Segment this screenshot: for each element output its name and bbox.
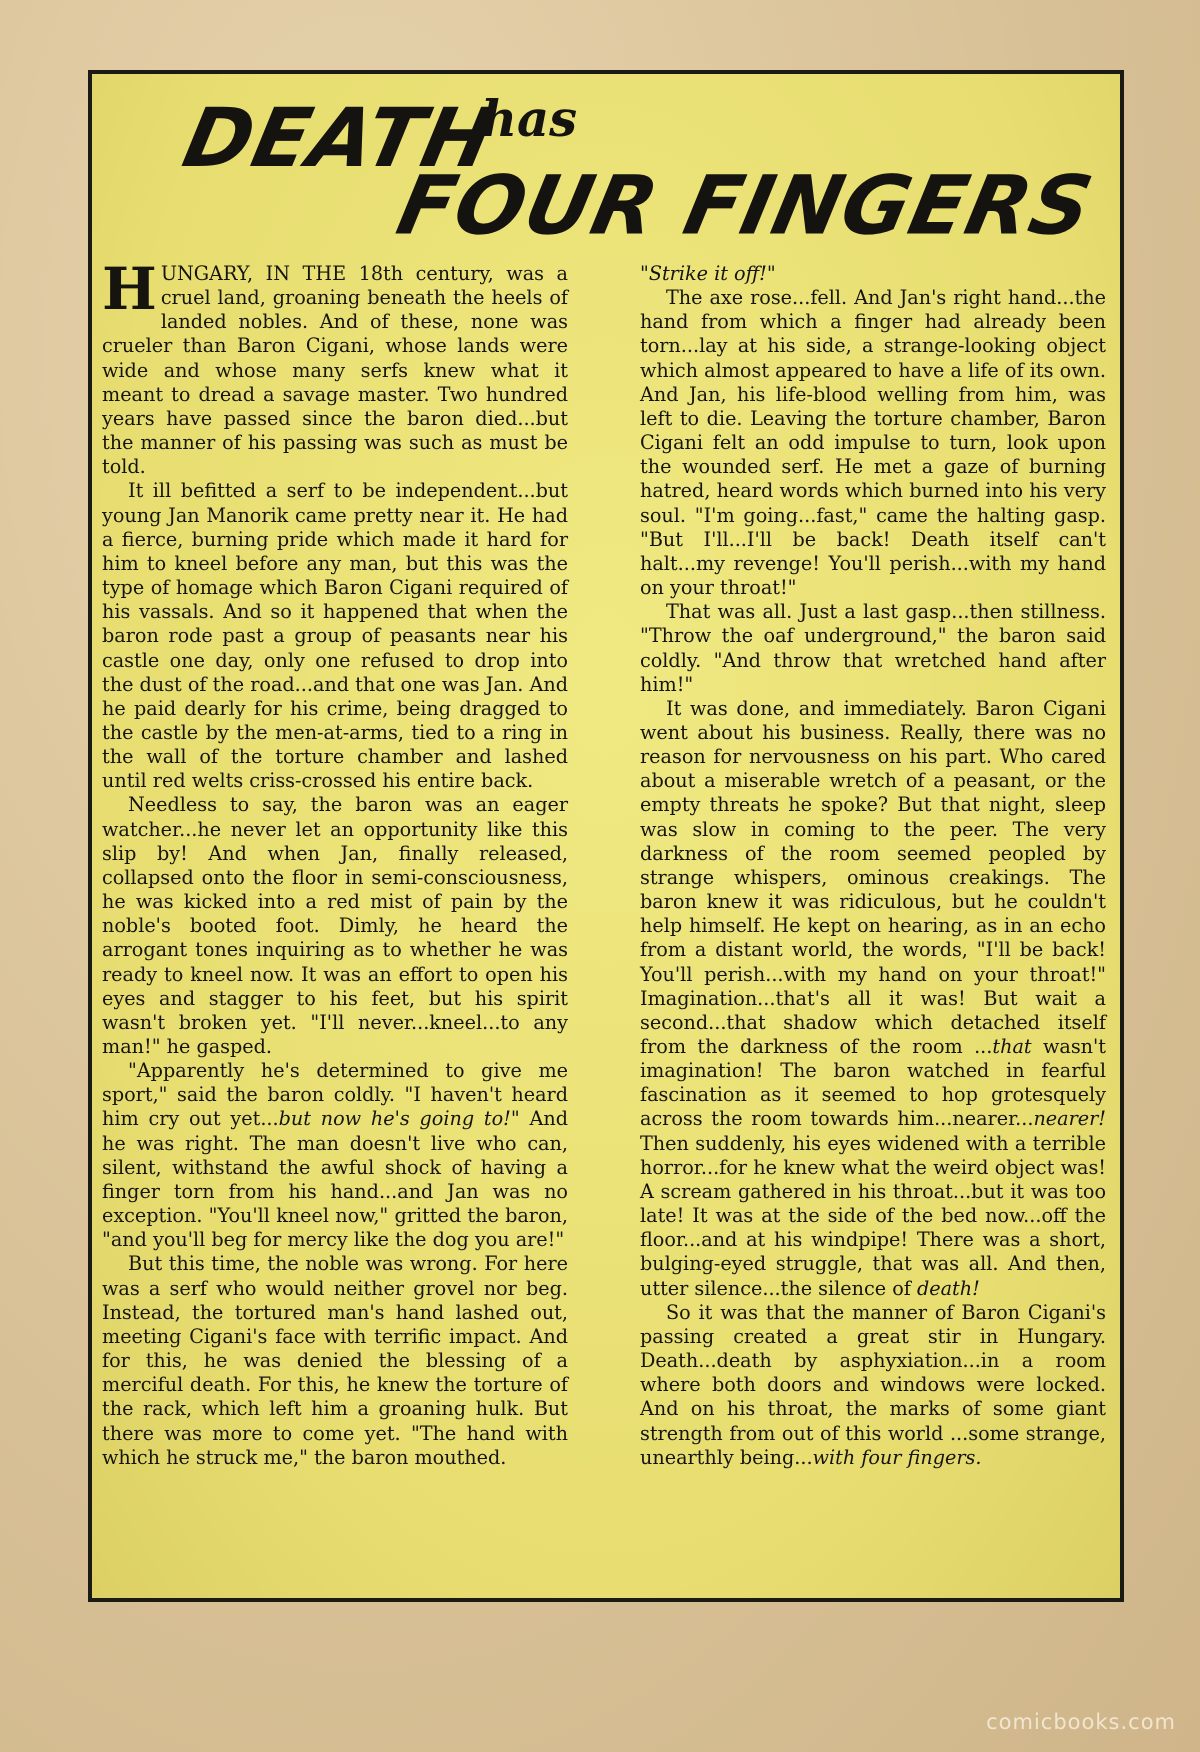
paragraph: It ill befitted a serf to be independent...but young Jan Manorik came pretty near it. He had a fierce, burning pride which made it hard for him to kneel before any man, but this was the type of homage which Baron Cigani required of his vassals. And so it happened that when the baron rode past a group of peasants near his castle one day, only one refused to drop into the dust of the road...and that one was Jan. And he paid dearly for his crime, being dragged to the castle by the men-at-arms, tied to a ring in the wall of the torture chamber and lashed until red welts criss-crossed his entire back. [102, 479, 568, 793]
paragraph-text: "Apparently he's determined to give me sport," said the baron coldly. "I haven't heard him cry out yet... [102, 1059, 568, 1131]
paragraph: The axe rose...fell. And Jan's right hand...the hand from which a finger had already been torn...lay at his side, a strange-looking object which almost appeared to have a life of its own. And Jan, his life-blood welling from him, was left to die. Leaving the torture chamber, Baron Cigani felt an odd impulse to turn, look upon the wounded serf. He met a gaze of burning hatred, heard words which burned into his very soul. "I'm going...fast," came the halting gasp. "But I'll...I'll be back! Death itself can't halt...my revenge! You'll perish...with my hand on your throat!" [640, 286, 1106, 600]
paragraph: But this time, the noble was wrong. For here was a serf who would neither grovel nor beg. Instead, the tortured man's hand lashed out, meeting Cigani's face with terrific impact. And for this, he was denied the blessing of a merciful death. For this, he knew the torture of the rack, which left him a groaning hulk. But there was more to come yet. "The hand with which he struck me," the baron mouthed. [102, 1252, 568, 1469]
paragraph: "Strike it off!" [640, 262, 776, 285]
paragraph-emphasis: but now he's going to!" [278, 1107, 520, 1131]
paragraph-text: And he was right. The man doesn't live who can, silent, withstand the awful shock of having a finger torn from his hand...and Jan was no exception. "You'll kneel now," gritted the baron, "and you'll beg for mercy like the dog you are!" [102, 1107, 568, 1252]
story-panel [88, 70, 1124, 1602]
paragraph: That was all. Just a last gasp...then stillness. "Throw the oaf underground," the baron said coldly. "And throw that wretched hand after him!" [640, 600, 1106, 696]
paragraph-text: UNGARY, IN THE 18th century, was a cruel land, groaning beneath the heels of landed nobles. And of these, none was crueler than Baron Cigani, whose lands were wide and whose many serfs knew what it meant to dread a savage master. Two hundred years have passed since the baron died...but the manner of his passing was such as must be told. [102, 262, 568, 479]
right-column [640, 262, 1106, 1470]
paragraph [102, 1059, 568, 1252]
left-column [102, 255, 568, 1470]
paragraph [102, 255, 568, 479]
title-lettering [92, 74, 1120, 254]
paragraph-emphasis: that [992, 1035, 1032, 1058]
paragraph-emphasis: nearer! [1033, 1107, 1106, 1131]
site-watermark: comicbooks.com [986, 1710, 1176, 1734]
title-word-death: DEATH [175, 91, 503, 186]
paragraph-text: wasn't imagination! The baron watched in fearful fascination as it seemed to hop grotesquely across the room towards him...nearer... [640, 1035, 1107, 1131]
story-title [92, 74, 1120, 254]
paragraph [640, 697, 1106, 1301]
paragraph-text: Then suddenly, his eyes widened with a terrible horror...for he knew what the weird object was! A scream gathered in his throat...but it was too late! It was at the side of the bed now...off the floor...and at his windpipe! There was a short, bulging-eyed struggle, that was all. And then, utter silence...the silence of [640, 1131, 1106, 1300]
paragraph-emphasis: with four fingers. [812, 1445, 982, 1469]
paragraph [640, 1301, 1106, 1470]
paragraph-text: It was done, and immediately. Baron Cigani went about his business. Really, there was no reason for nervousness on his part. Who cared about a miserable wretch of a peasant, or the empty threats he spoke? But that night, sleep was slow in coming to the peer. The very darkness of the room seemed peopled by strange whispers, ominous creakings. The baron knew it was ridiculous, but he couldn't help himself. He kept on hearing, as in an echo from a distant world, the words, "I'll be back! You'll perish...with my hand on your throat!" Imagination...that's all it was! But wait a second...that shadow which detached itself from the darkness of the room ... [640, 696, 1106, 1058]
paragraph: Needless to say, the baron was an eager watcher...he never let an opportunity like this slip by! And when Jan, finally released, collapsed onto the floor in semi-consciousness, he was kicked into a red mist of pain by the noble's booted foot. Dimly, he heard the arrogant tones inquiring as to whether he was ready to kneel now. It was an effort to open his eyes and stagger to his feet, but his spirit wasn't broken yet. "I'll never...kneel...to any man!" he gasped. [102, 793, 568, 1058]
title-word-four-fingers: FOUR FINGERS [389, 159, 1101, 254]
paragraph-text: So it was that the manner of Baron Cigani's passing created a great stir in Hungary. Death...death by asphyxiation...in a room where both doors and windows were locked. And on his throat, the marks of some giant strength from out of this world ...some strange, unearthly being... [640, 1300, 1106, 1469]
title-word-has: has [480, 89, 578, 149]
paragraph-emphasis: death! [916, 1276, 980, 1300]
drop-cap: H [102, 255, 157, 323]
